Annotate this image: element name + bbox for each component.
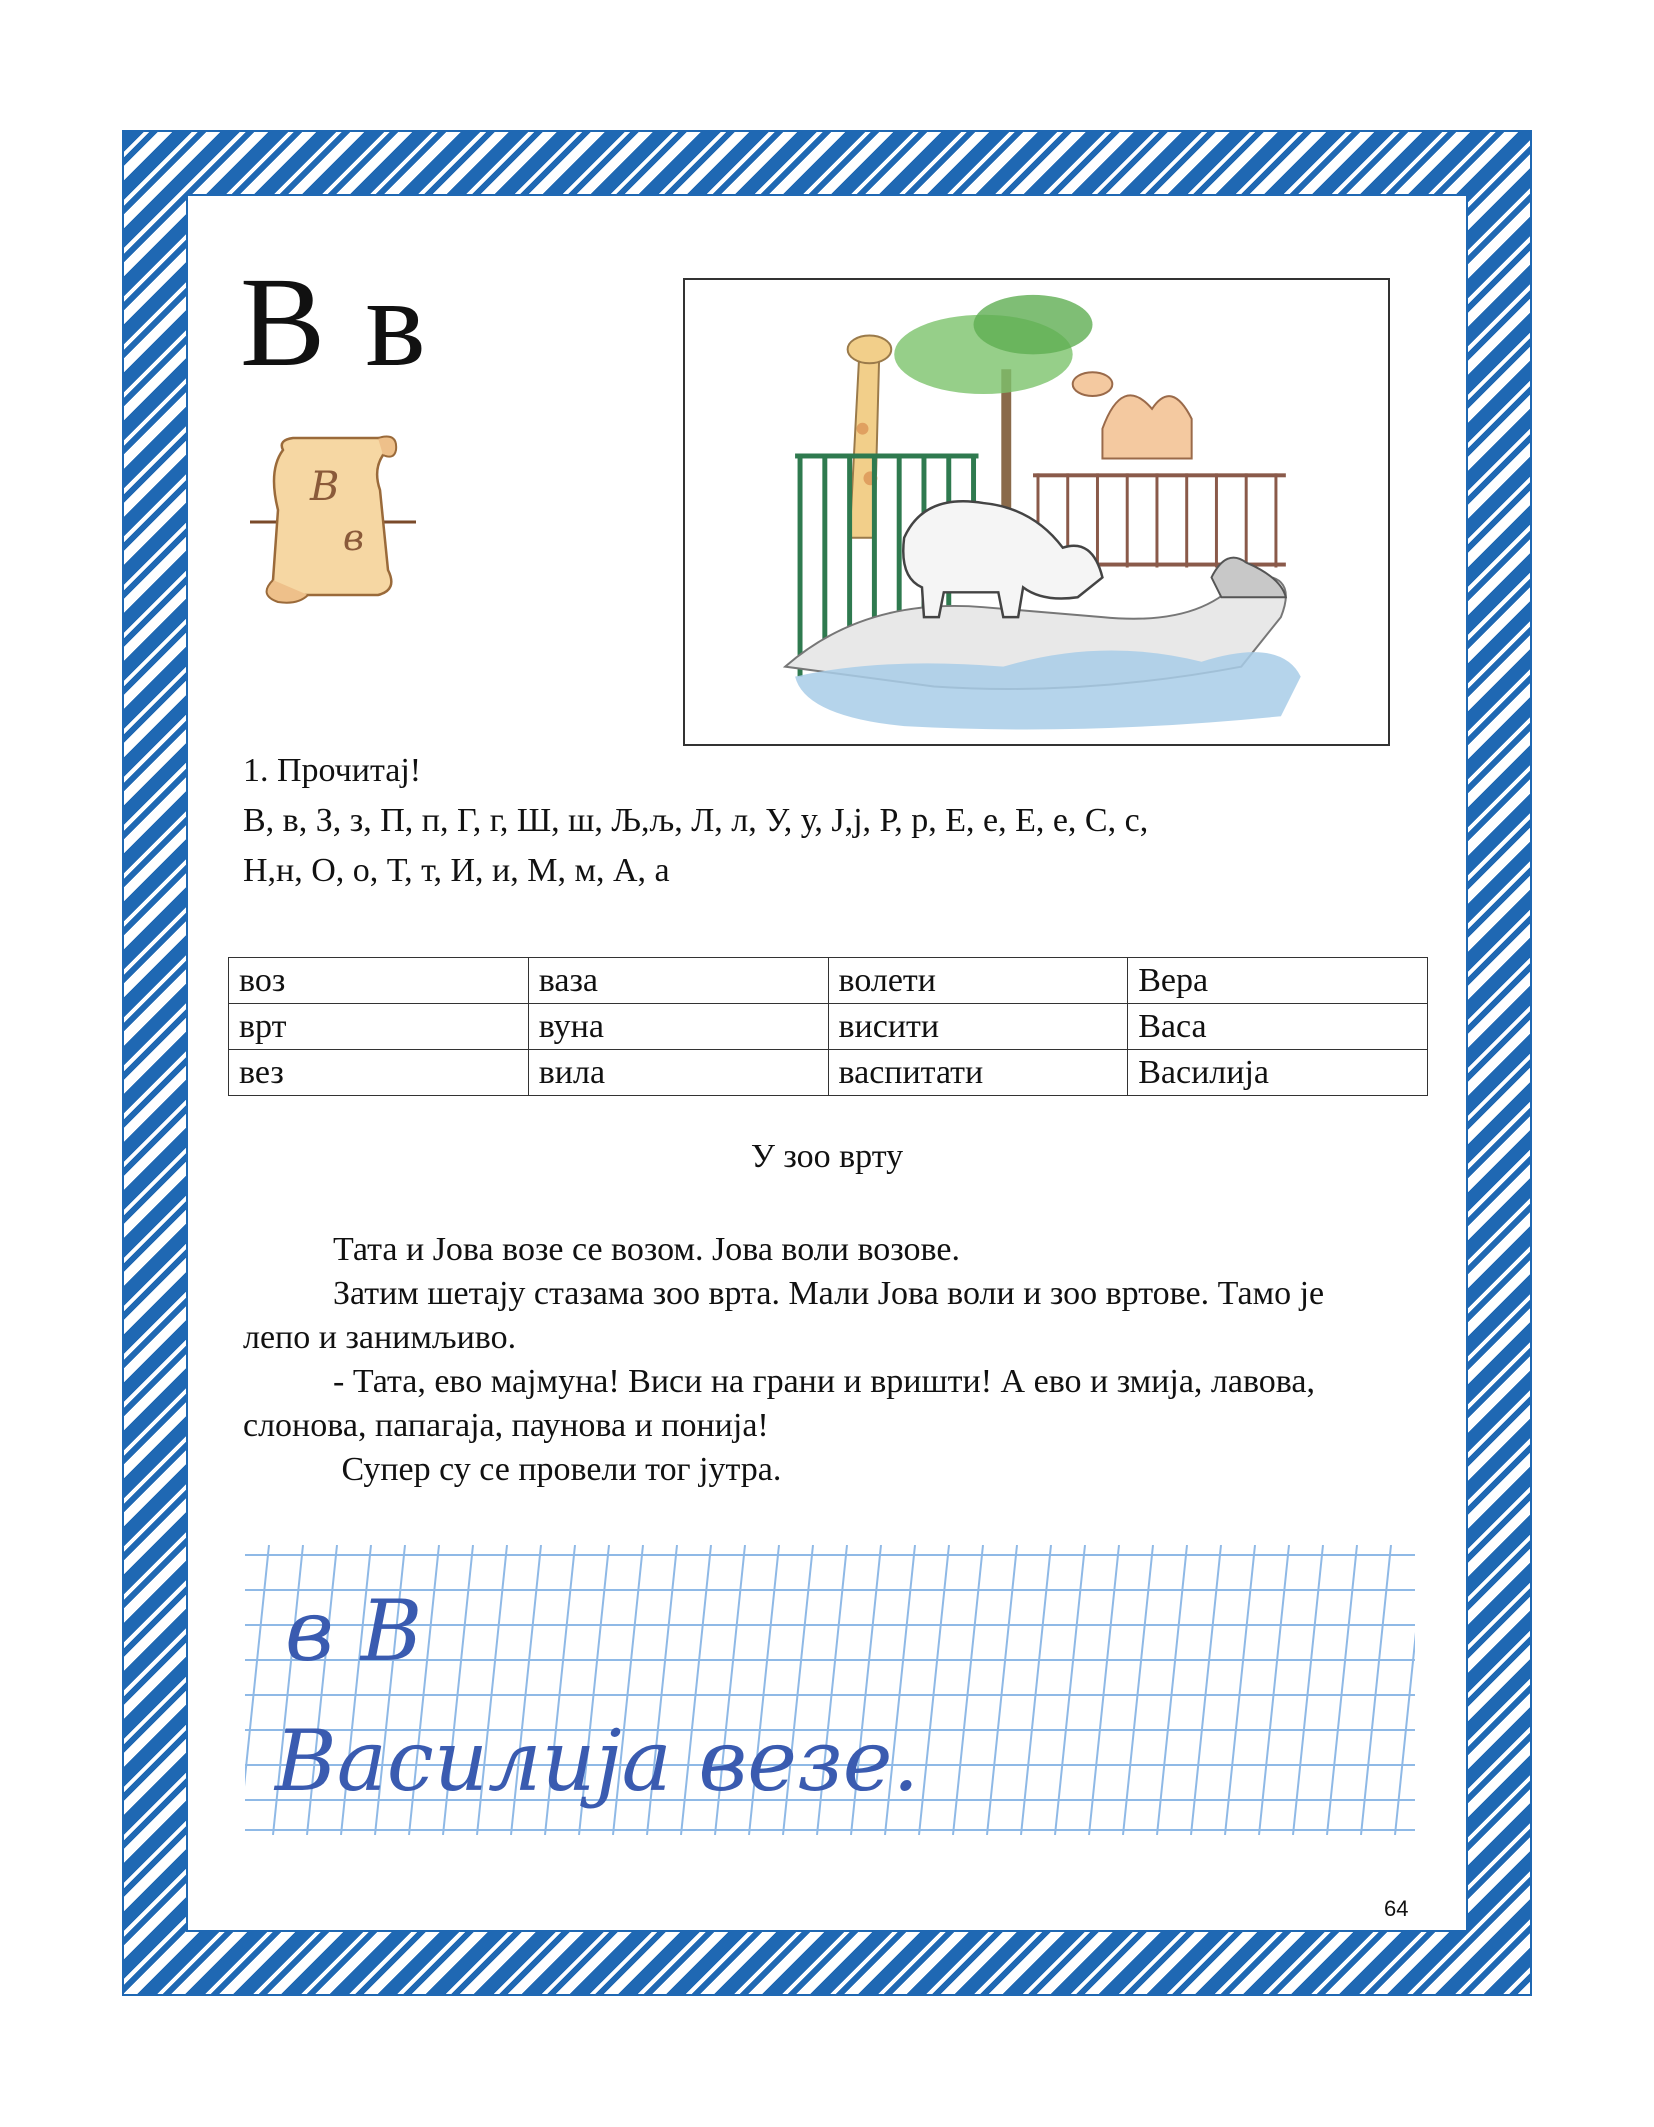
table-cell: Василија — [1128, 1050, 1428, 1096]
handwriting-line-1: в В — [285, 1582, 423, 1680]
story-paragraph: Затим шетају стазама зоо врта. Мали Јова воли и зоо вртове. Тамо је лепо и занимљиво. — [243, 1275, 1325, 1356]
table-cell: врт — [229, 1004, 529, 1050]
table-cell: ваза — [528, 958, 828, 1004]
handwriting-line-2: Василија везе. — [275, 1712, 920, 1810]
table-cell: васпитати — [828, 1050, 1128, 1096]
exercise-title: 1. Прочитај! — [243, 752, 422, 789]
page-number: 64 — [1384, 1896, 1409, 1921]
zoo-illustration — [683, 278, 1390, 746]
table-cell: воз — [229, 958, 529, 1004]
table-row — [229, 1050, 1428, 1096]
scroll-letter-upper: В — [310, 464, 340, 510]
story-paragraph: Тата и Јова возе се возом. Јова воли возове. — [333, 1231, 960, 1268]
table-cell: вез — [229, 1050, 529, 1096]
story-text — [243, 1228, 1393, 1492]
story-paragraph: Супер су се провели тог јутра. — [333, 1451, 782, 1488]
table-cell: волети — [828, 958, 1128, 1004]
table-cell: Васа — [1128, 1004, 1428, 1050]
story-title: У зоо врту — [750, 1138, 904, 1175]
scroll-illustration — [248, 430, 418, 605]
handwriting-practice — [245, 1545, 1415, 1835]
table-cell: вила — [528, 1050, 828, 1096]
letters-line: В, в, З, з, П, п, Г, г, Ш, ш, Љ,љ, Л, л, У, у, Ј,ј, Р, р, Е, е, Е, е, С, с, — [243, 802, 1149, 839]
table-cell: вуна — [528, 1004, 828, 1050]
story-paragraph: - Тата, ево мајмуна! Виси на грани и вришти! А ево и змија, лавова, слонова, папагаја, паунова и понија! — [243, 1363, 1315, 1444]
table-row — [229, 958, 1428, 1004]
letters-line: Н,н, О, о, Т, т, И, и, М, м, А, а — [243, 852, 670, 889]
table-cell: Вера — [1128, 958, 1428, 1004]
lesson-letter: В в — [240, 251, 430, 393]
words-table — [228, 957, 1428, 1096]
table-cell: висити — [828, 1004, 1128, 1050]
scroll-letter-lower: в — [343, 518, 364, 559]
letters-list — [243, 796, 1383, 896]
table-row — [229, 1004, 1428, 1050]
